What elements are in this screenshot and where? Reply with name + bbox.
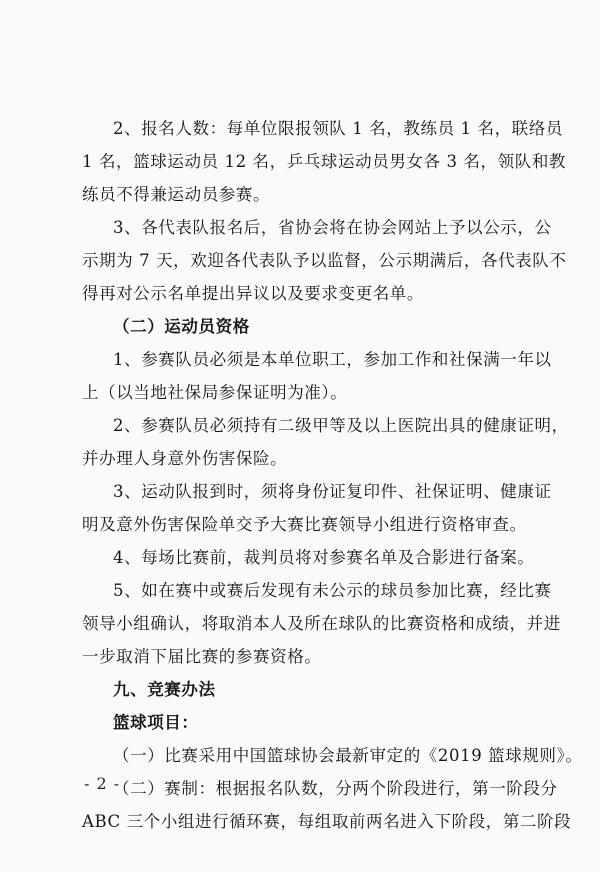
paragraph-line: 得再对公示名单提出异议以及要求变更名单。 <box>82 284 424 303</box>
paragraph-line: 领导小组确认，将取消本人及所在球队的比赛资格和成绩，并进 <box>82 614 561 633</box>
paragraph-line: 明及意外伤害保险单交予大赛比赛领导小组进行资格审查。 <box>82 515 527 534</box>
paragraph-line: 1、参赛队员必须是本单位职工，参加工作和社保满一年以 <box>113 350 552 369</box>
paragraph-line: ABC 三个小组进行循环赛，每组取前两名进入下阶段，第二阶段 <box>82 812 572 831</box>
paragraph-line: 练员不得兼运动员参赛。 <box>82 185 271 204</box>
paragraph-line: 上（以当地社保局参保证明为准）。 <box>82 383 348 402</box>
paragraph-line: 3、运动队报到时，须将身份证复印件、社保证明、健康证 <box>113 482 552 501</box>
paragraph-line: 5、如在赛中或赛后发现有未公示的球员参加比赛，经比赛 <box>113 581 552 600</box>
paragraph-line: （一）比赛采用中国篮球协会最新审定的《2019 篮球规则》。 <box>113 746 583 765</box>
section-heading: （二）运动员资格 <box>113 317 250 336</box>
paragraph-line: 2、参赛队员必须持有二级甲等及以上医院出具的健康证明， <box>113 416 569 435</box>
paragraph-line: 1 名，篮球运动员 12 名，乒乓球运动员男女各 3 名，领队和教 <box>82 152 567 171</box>
page-number: - 2 - <box>84 774 121 793</box>
paragraph-line: 一步取消下届比赛的参赛资格。 <box>82 647 322 666</box>
paragraph-line: 2、报名人数：每单位限报领队 1 名，教练员 1 名，联络员 <box>113 119 563 138</box>
paragraph-line: 并办理人身意外伤害保险。 <box>82 449 288 468</box>
paragraph-line: 4、每场比赛前，裁判员将对参赛名单及合影进行备案。 <box>113 548 535 567</box>
subsection-heading: 篮球项目： <box>113 713 199 732</box>
paragraph-line: 示期为 7 天，欢迎各代表队予以监督，公示期满后，各代表队不 <box>82 251 567 270</box>
paragraph-line: 3、各代表队报名后，省协会将在协会网站上予以公示，公 <box>113 218 552 237</box>
chapter-heading: 九、竞赛办法 <box>113 680 216 699</box>
paragraph-line: （二）赛制：根据报名队数，分两个阶段进行，第一阶段分 <box>113 779 558 798</box>
